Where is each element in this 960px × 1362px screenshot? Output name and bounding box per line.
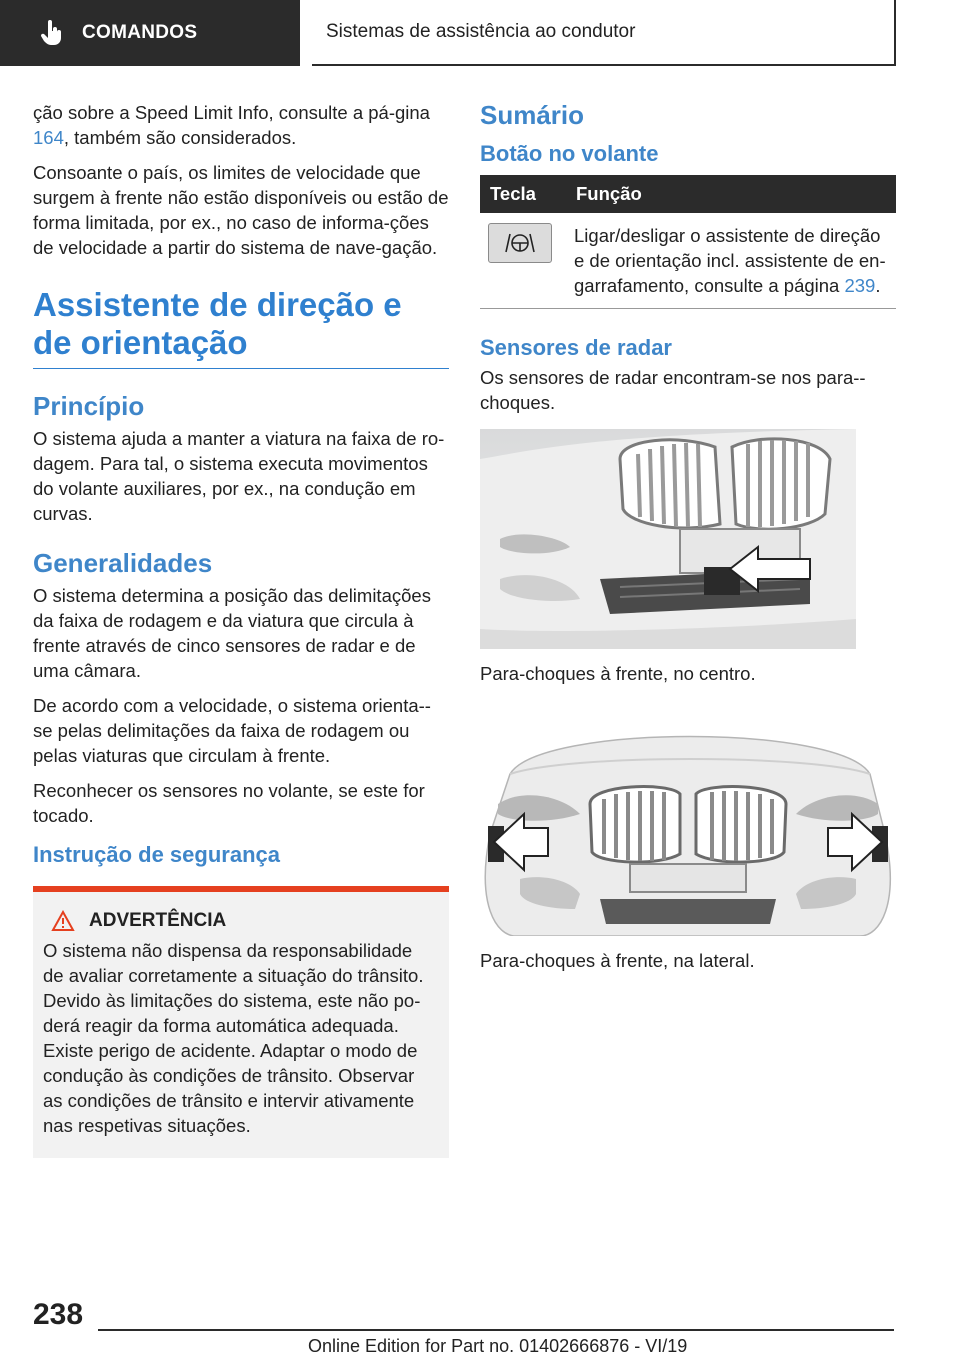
- caption-center: Para-choques à frente, no centro.: [480, 663, 756, 684]
- edition-info: Online Edition for Part no. 01402666876 - VI/19: [308, 1336, 688, 1356]
- bumper-side-image: [480, 714, 896, 936]
- warning-title-row: [51, 910, 435, 932]
- footer-divider: [98, 1329, 894, 1331]
- heading-steering-button: Botão no volante: [480, 141, 659, 166]
- paragraph-country: Consoante o país, os limites de velocidade que surgem à frente não estão disponíveis ou estão de forma limitada, por ex., no caso de informa-ções de velocidade a partir do sistema de nave-gação.: [33, 162, 449, 258]
- warning-box: [33, 886, 449, 1158]
- heading-safety: Instrução de segurança: [33, 842, 280, 867]
- key-function-table: [480, 175, 896, 309]
- section-tab[interactable]: [0, 0, 300, 66]
- table-row: [480, 213, 896, 309]
- caption-side: Para-choques à frente, na lateral.: [480, 950, 755, 971]
- main-heading: Assistente de direção e de orientação: [33, 286, 449, 369]
- warning-triangle-icon: [51, 910, 75, 932]
- table-header-function: Função: [566, 175, 896, 213]
- paragraph-general-1: O sistema determina a posição das delimitações da faixa de rodagem e da viatura que circula à frente através de cinco sensores de radar e de uma câmara.: [33, 585, 431, 681]
- warning-text: O sistema não dispensa da responsabilidade de avaliar corretamente a situação do trânsito. Devido às limitações do sistema, este não po-derá reagir da forma automática adequada. Existe perigo de acidente. Adaptar o modo de condução às condições de trânsito. Observar as condições de trânsito e intervir ativamente nas respetivas situações.: [43, 940, 424, 1136]
- heading-summary: Sumário: [480, 100, 585, 130]
- page-link-164[interactable]: 164: [33, 127, 64, 148]
- chapter-title: Sistemas de assistência ao condutor: [326, 21, 636, 42]
- paragraph-general-3: Reconhecer os sensores no volante, se este for tocado.: [33, 780, 425, 826]
- steering-assist-button-icon: [488, 223, 552, 263]
- chapter-header: [312, 0, 896, 66]
- paragraph-speed-limit: ção sobre a Speed Limit Info, consulte a pá-gina 164, também são considerados.: [33, 102, 430, 148]
- heading-general: Generalidades: [33, 548, 213, 578]
- paragraph-principle: O sistema ajuda a manter a viatura na faixa de ro-dagem. Para tal, o sistema executa movimentos do volante auxiliares, por ex., na condução em curvas.: [33, 428, 445, 524]
- table-cell-function: Ligar/desligar o assistente de direção e de orientação incl. assistente de en-garrafamento, consulte a página 239.: [566, 213, 896, 309]
- table-header-key: Tecla: [480, 175, 566, 213]
- paragraph-radar: Os sensores de radar encontram-se nos para--choques.: [480, 367, 866, 413]
- page-number: 238: [33, 1298, 84, 1331]
- section-label: COMANDOS: [82, 22, 198, 43]
- heading-radar: Sensores de radar: [480, 335, 672, 360]
- heading-principle: Princípio: [33, 391, 145, 421]
- hand-touch-icon: [40, 20, 64, 46]
- right-column: [480, 100, 896, 983]
- left-column: [33, 100, 449, 1158]
- paragraph-general-2: De acordo com a velocidade, o sistema orienta--se pelas delimitações da faixa de rodagem ou pelas viaturas que circulam à frente.: [33, 695, 431, 766]
- bumper-center-image: [480, 429, 856, 649]
- warning-title: ADVERTÊNCIA: [89, 910, 227, 931]
- page-link-239[interactable]: 239: [844, 275, 876, 296]
